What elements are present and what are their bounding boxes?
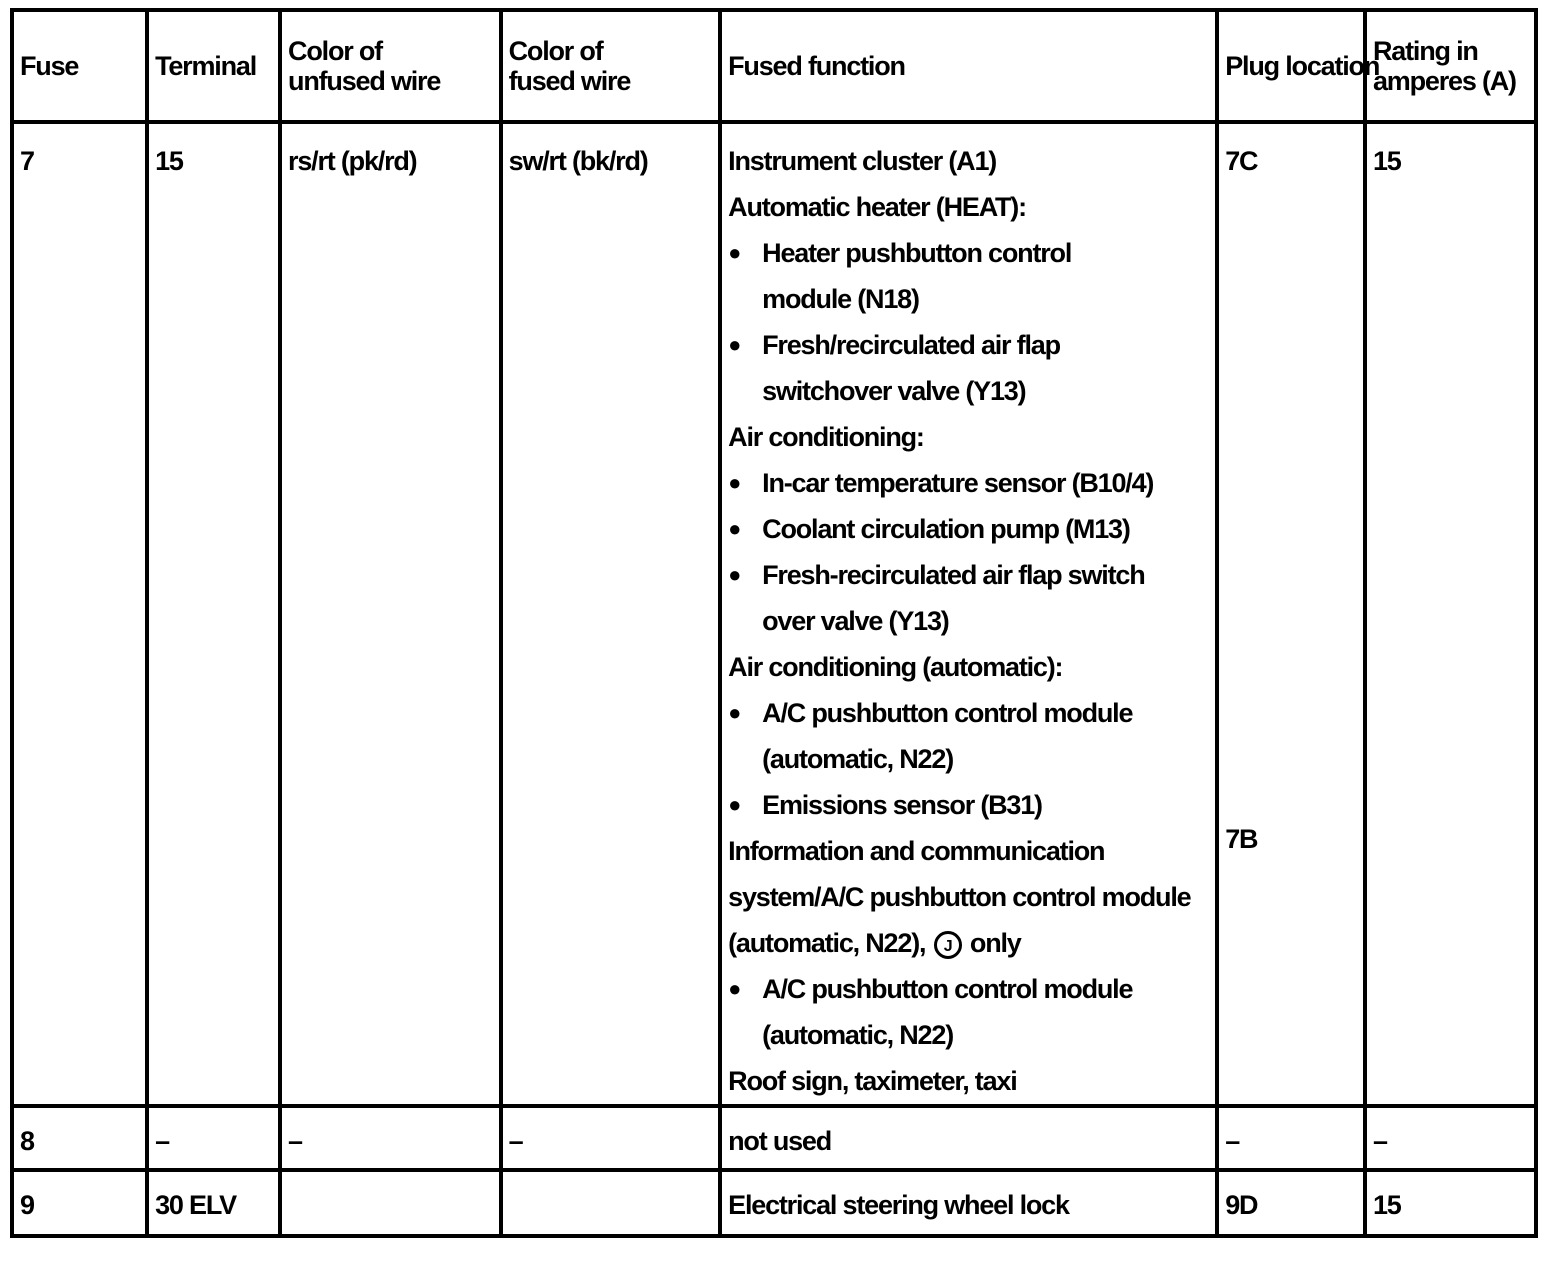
function-heading-ac: Air conditioning: <box>728 422 924 452</box>
list-item: ● A/C pushbutton control module (automatic, N22) <box>728 966 1209 1058</box>
header-terminal: Terminal <box>147 10 280 122</box>
header-unfused-wire: Color of unfused wire <box>280 10 501 122</box>
header-rating: Rating in amperes (A) <box>1365 10 1536 122</box>
list-item: ● Fresh-recirculated air flap switch over valve (Y13) <box>728 552 1209 644</box>
cell-fused-wire: – <box>501 1106 721 1170</box>
header-fused-function: Fused function <box>720 10 1217 122</box>
cell-fused-function <box>720 122 1217 1106</box>
bullet-icon: ● <box>728 700 741 725</box>
header-fused-wire: Color of fused wire <box>501 10 721 122</box>
header-plug-location: Plug location <box>1217 10 1365 122</box>
cell-plug-location <box>1217 122 1365 1106</box>
bullet-icon: ● <box>728 470 741 495</box>
function-instrument-cluster: Instrument cluster (A1) <box>728 146 997 176</box>
function-heading-heater: Automatic heater (HEAT): <box>728 192 1026 222</box>
bullet-icon: ● <box>728 976 741 1001</box>
cell-unfused-wire: – <box>280 1106 501 1170</box>
cell-rating: 15 <box>1365 1170 1536 1236</box>
fuse-table <box>10 8 1538 1238</box>
header-row <box>12 10 1536 122</box>
plug-primary: 7C <box>1225 146 1258 176</box>
cell-unfused-wire <box>280 1170 501 1236</box>
list-item: ● Emissions sensor (B31) <box>728 782 1209 828</box>
cell-terminal: 30 ELV <box>147 1170 280 1236</box>
japan-variant-icon: J <box>934 931 962 959</box>
cell-fused-wire: sw/rt (bk/rd) <box>501 122 721 1106</box>
table-row <box>12 1170 1536 1236</box>
function-info-line-2: system/A/C pushbutton control module <box>728 882 1191 912</box>
cell-fused-function: not used <box>720 1106 1217 1170</box>
list-item: ● Heater pushbutton control module (N18) <box>728 230 1209 322</box>
cell-fused-function: Electrical steering wheel lock <box>720 1170 1217 1236</box>
cell-unfused-wire: rs/rt (pk/rd) <box>280 122 501 1106</box>
bullet-icon: ● <box>728 240 741 265</box>
cell-fused-wire <box>501 1170 721 1236</box>
cell-plug-location: – <box>1217 1106 1365 1170</box>
cell-terminal: – <box>147 1106 280 1170</box>
header-fuse: Fuse <box>12 10 147 122</box>
cell-fuse: 7 <box>12 122 147 1106</box>
function-heading-ac-auto: Air conditioning (automatic): <box>728 652 1063 682</box>
cell-terminal: 15 <box>147 122 280 1106</box>
bullet-icon: ● <box>728 562 741 587</box>
function-roof-sign: Roof sign, taximeter, taxi <box>728 1066 1017 1096</box>
cell-fuse: 9 <box>12 1170 147 1236</box>
bullet-icon: ● <box>728 516 741 541</box>
list-item: ● Fresh/recirculated air flap switchover valve (Y13) <box>728 322 1209 414</box>
function-info-line-3: (automatic, N22), J only <box>728 928 1021 958</box>
table-row <box>12 122 1536 1106</box>
bullet-icon: ● <box>728 792 741 817</box>
list-item: ● A/C pushbutton control module (automatic, N22) <box>728 690 1209 782</box>
table-row <box>12 1106 1536 1170</box>
list-item: ● In-car temperature sensor (B10/4) <box>728 460 1209 506</box>
cell-rating: – <box>1365 1106 1536 1170</box>
cell-plug-location: 9D <box>1217 1170 1365 1236</box>
plug-secondary: 7B <box>1225 824 1258 854</box>
list-item: ● Coolant circulation pump (M13) <box>728 506 1209 552</box>
bullet-icon: ● <box>728 332 741 357</box>
cell-fuse: 8 <box>12 1106 147 1170</box>
function-info-line-1: Information and communication <box>728 836 1105 866</box>
cell-rating: 15 <box>1365 122 1536 1106</box>
